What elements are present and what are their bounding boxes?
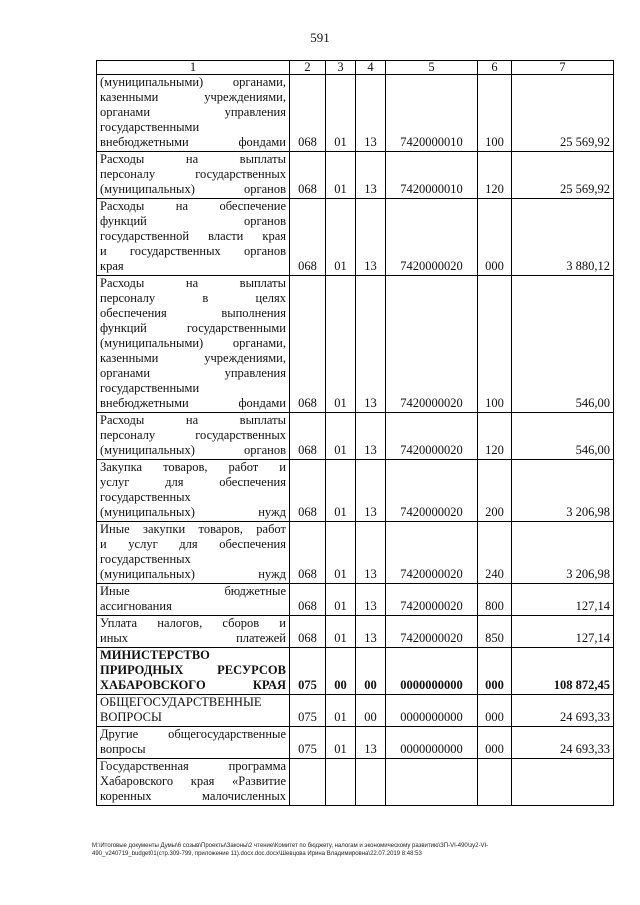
target-article-cell: 7420000020: [386, 460, 478, 522]
row-name-line: Расходы на выплаты: [100, 413, 286, 427]
section-cell: 01: [326, 522, 356, 584]
section-cell: 01: [326, 276, 356, 413]
expense-type-cell: 850: [478, 616, 512, 648]
row-name-cell: [97, 584, 290, 616]
row-name-line: органами управления: [100, 366, 286, 380]
row-name-cell: [97, 648, 290, 695]
subsection-cell: 13: [356, 413, 386, 460]
amount-cell: 546,00: [512, 276, 614, 413]
header-cell-5: 5: [386, 61, 478, 75]
section-cell: 01: [326, 152, 356, 199]
table-row: [97, 413, 614, 460]
row-name-line: края: [100, 259, 124, 273]
footer-line: M:\Итоговые документы Думы\6 созыв\Проекты\Законы\2 чтение\Комитет по бюджету, налогам и экономическому развитию\ЗП-VI-490\зу2-VI-: [92, 843, 489, 849]
target-article-cell: 7420000020: [386, 616, 478, 648]
expense-type-cell: 200: [478, 460, 512, 522]
grbs-cell: [290, 759, 326, 806]
row-name-line: функций органов: [100, 214, 286, 228]
target-article-cell: 7420000020: [386, 522, 478, 584]
row-name-line: (муниципальными) органами,: [100, 336, 286, 350]
grbs-cell: 075: [290, 695, 326, 727]
grbs-cell: 068: [290, 522, 326, 584]
table-row: [97, 648, 614, 695]
row-name-line: Государственная программа: [100, 759, 286, 773]
table-body: [97, 75, 614, 806]
subsection-cell: 13: [356, 727, 386, 759]
row-name-line: (муниципальных) органов: [100, 443, 286, 457]
row-name-line: Иные закупки товаров, работ: [100, 522, 286, 536]
subsection-cell: 13: [356, 152, 386, 199]
subsection-cell: [356, 759, 386, 806]
row-name-cell: [97, 695, 290, 727]
row-name-line: ВОПРОСЫ: [100, 710, 162, 724]
table-row: [97, 584, 614, 616]
header-row: [97, 61, 614, 75]
row-name-line: внебюджетными фондами: [100, 135, 286, 149]
subsection-cell: 13: [356, 75, 386, 152]
expense-type-cell: 000: [478, 727, 512, 759]
table-row: [97, 616, 614, 648]
row-name-line: Расходы на выплаты: [100, 276, 286, 290]
row-name-line: Иные бюджетные: [100, 584, 286, 598]
amount-cell: 25 569,92: [512, 152, 614, 199]
table-row: [97, 759, 614, 806]
amount-cell: 3 880,12: [512, 199, 614, 276]
budget-table: [96, 60, 614, 806]
target-article-cell: 0000000000: [386, 727, 478, 759]
subsection-cell: 13: [356, 460, 386, 522]
grbs-cell: 075: [290, 648, 326, 695]
expense-type-cell: 100: [478, 276, 512, 413]
amount-cell: 127,14: [512, 584, 614, 616]
row-name-line: казенными учреждениями,: [100, 90, 286, 104]
target-article-cell: 7420000010: [386, 152, 478, 199]
row-name-line: (муниципальными) органами,: [100, 75, 286, 89]
grbs-cell: 068: [290, 75, 326, 152]
row-name-line: ПРИРОДНЫХ РЕСУРСОВ: [100, 663, 286, 677]
row-name-cell: [97, 199, 290, 276]
subsection-cell: 00: [356, 648, 386, 695]
row-name-line: государственной власти края: [100, 229, 286, 243]
expense-type-cell: 000: [478, 199, 512, 276]
amount-cell: 24 693,33: [512, 727, 614, 759]
row-name-line: (муниципальных) органов: [100, 182, 286, 196]
row-name-line: персоналу государственных: [100, 167, 286, 181]
amount-cell: 108 872,45: [512, 648, 614, 695]
header-cell-6: 6: [478, 61, 512, 75]
header-cell-2: 2: [290, 61, 326, 75]
row-name-line: государственными: [100, 381, 200, 395]
row-name-line: и услуг для обеспечения: [100, 537, 286, 551]
row-name-line: внебюджетными фондами: [100, 396, 286, 410]
amount-cell: 3 206,98: [512, 522, 614, 584]
expense-type-cell: 120: [478, 413, 512, 460]
subsection-cell: 13: [356, 276, 386, 413]
row-name-cell: [97, 727, 290, 759]
subsection-cell: 13: [356, 616, 386, 648]
target-article-cell: 0000000000: [386, 695, 478, 727]
table-row: [97, 460, 614, 522]
amount-cell: 546,00: [512, 413, 614, 460]
subsection-cell: 13: [356, 199, 386, 276]
expense-type-cell: 000: [478, 648, 512, 695]
subsection-cell: 00: [356, 695, 386, 727]
table-row: [97, 199, 614, 276]
row-name-line: персоналу в целях: [100, 291, 286, 305]
row-name-cell: [97, 616, 290, 648]
table-row: [97, 695, 614, 727]
grbs-cell: 068: [290, 276, 326, 413]
target-article-cell: [386, 759, 478, 806]
row-name-line: вопросы: [100, 742, 146, 756]
grbs-cell: 068: [290, 460, 326, 522]
target-article-cell: 7420000020: [386, 199, 478, 276]
row-name-line: и государственных органов: [100, 244, 286, 258]
row-name-line: функций государственными: [100, 321, 286, 335]
row-name-line: ХАБАРОВСКОГО КРАЯ: [100, 678, 286, 692]
row-name-line: Расходы на обеспечение: [100, 199, 286, 213]
row-name-cell: [97, 759, 290, 806]
expense-type-cell: 120: [478, 152, 512, 199]
row-name-cell: [97, 522, 290, 584]
subsection-cell: 13: [356, 522, 386, 584]
section-cell: 01: [326, 695, 356, 727]
row-name-cell: [97, 460, 290, 522]
row-name-line: государственных: [100, 490, 191, 504]
row-name-cell: [97, 75, 290, 152]
section-cell: 01: [326, 75, 356, 152]
subsection-cell: 13: [356, 584, 386, 616]
row-name-line: ОБЩЕГОСУДАРСТВЕННЫЕ: [100, 695, 262, 709]
row-name-line: государственными: [100, 120, 200, 134]
target-article-cell: 7420000010: [386, 75, 478, 152]
row-name-line: (муниципальных) нужд: [100, 505, 286, 519]
row-name-line: ассигнования: [100, 599, 172, 613]
footer-line: 490_v240719_budget01(стр.309-799, приложение 11).docx.doc.docx\Шевцова Ирина Владимировна\22.07.2019 8:48:53: [92, 851, 422, 857]
row-name-line: Другие общегосударственные: [100, 727, 286, 741]
section-cell: 01: [326, 199, 356, 276]
expense-type-cell: 100: [478, 75, 512, 152]
section-cell: 01: [326, 727, 356, 759]
row-name-line: Расходы на выплаты: [100, 152, 286, 166]
header-cell-3: 3: [326, 61, 356, 75]
table-row: [97, 727, 614, 759]
amount-cell: 127,14: [512, 616, 614, 648]
header-cell-1: 1: [97, 61, 290, 75]
section-cell: 00: [326, 648, 356, 695]
expense-type-cell: 240: [478, 522, 512, 584]
row-name-line: Уплата налогов, сборов и: [100, 616, 286, 630]
expense-type-cell: [478, 759, 512, 806]
header-cell-4: 4: [356, 61, 386, 75]
table-row: [97, 152, 614, 199]
table-row: [97, 276, 614, 413]
row-name-line: услуг для обеспечения: [100, 475, 286, 489]
grbs-cell: 068: [290, 199, 326, 276]
row-name-line: государственных: [100, 552, 191, 566]
target-article-cell: 0000000000: [386, 648, 478, 695]
row-name-line: казенными учреждениями,: [100, 351, 286, 365]
grbs-cell: 068: [290, 616, 326, 648]
section-cell: 01: [326, 616, 356, 648]
expense-type-cell: 000: [478, 695, 512, 727]
grbs-cell: 075: [290, 727, 326, 759]
row-name-line: иных платежей: [100, 631, 286, 645]
row-name-line: органами управления: [100, 105, 286, 119]
page-number: 591: [310, 30, 330, 45]
section-cell: [326, 759, 356, 806]
grbs-cell: 068: [290, 413, 326, 460]
amount-cell: [512, 759, 614, 806]
target-article-cell: 7420000020: [386, 584, 478, 616]
row-name-line: Хабаровского края «Развитие: [100, 774, 286, 788]
row-name-line: МИНИСТЕРСТВО: [100, 648, 210, 662]
amount-cell: 24 693,33: [512, 695, 614, 727]
amount-cell: 3 206,98: [512, 460, 614, 522]
target-article-cell: 7420000020: [386, 276, 478, 413]
expense-type-cell: 800: [478, 584, 512, 616]
table-row: [97, 522, 614, 584]
row-name-line: персоналу государственных: [100, 428, 286, 442]
row-name-line: (муниципальных) нужд: [100, 567, 286, 581]
row-name-line: Закупка товаров, работ и: [100, 460, 286, 474]
section-cell: 01: [326, 413, 356, 460]
row-name-line: обеспечения выполнения: [100, 306, 286, 320]
row-name-cell: [97, 152, 290, 199]
row-name-cell: [97, 276, 290, 413]
table-row: [97, 75, 614, 152]
grbs-cell: 068: [290, 584, 326, 616]
row-name-line: коренных малочисленных: [100, 789, 286, 803]
section-cell: 01: [326, 584, 356, 616]
header-cell-7: 7: [512, 61, 614, 75]
amount-cell: 25 569,92: [512, 75, 614, 152]
section-cell: 01: [326, 460, 356, 522]
grbs-cell: 068: [290, 152, 326, 199]
file-path-footer: [92, 842, 612, 858]
row-name-cell: [97, 413, 290, 460]
target-article-cell: 7420000020: [386, 413, 478, 460]
